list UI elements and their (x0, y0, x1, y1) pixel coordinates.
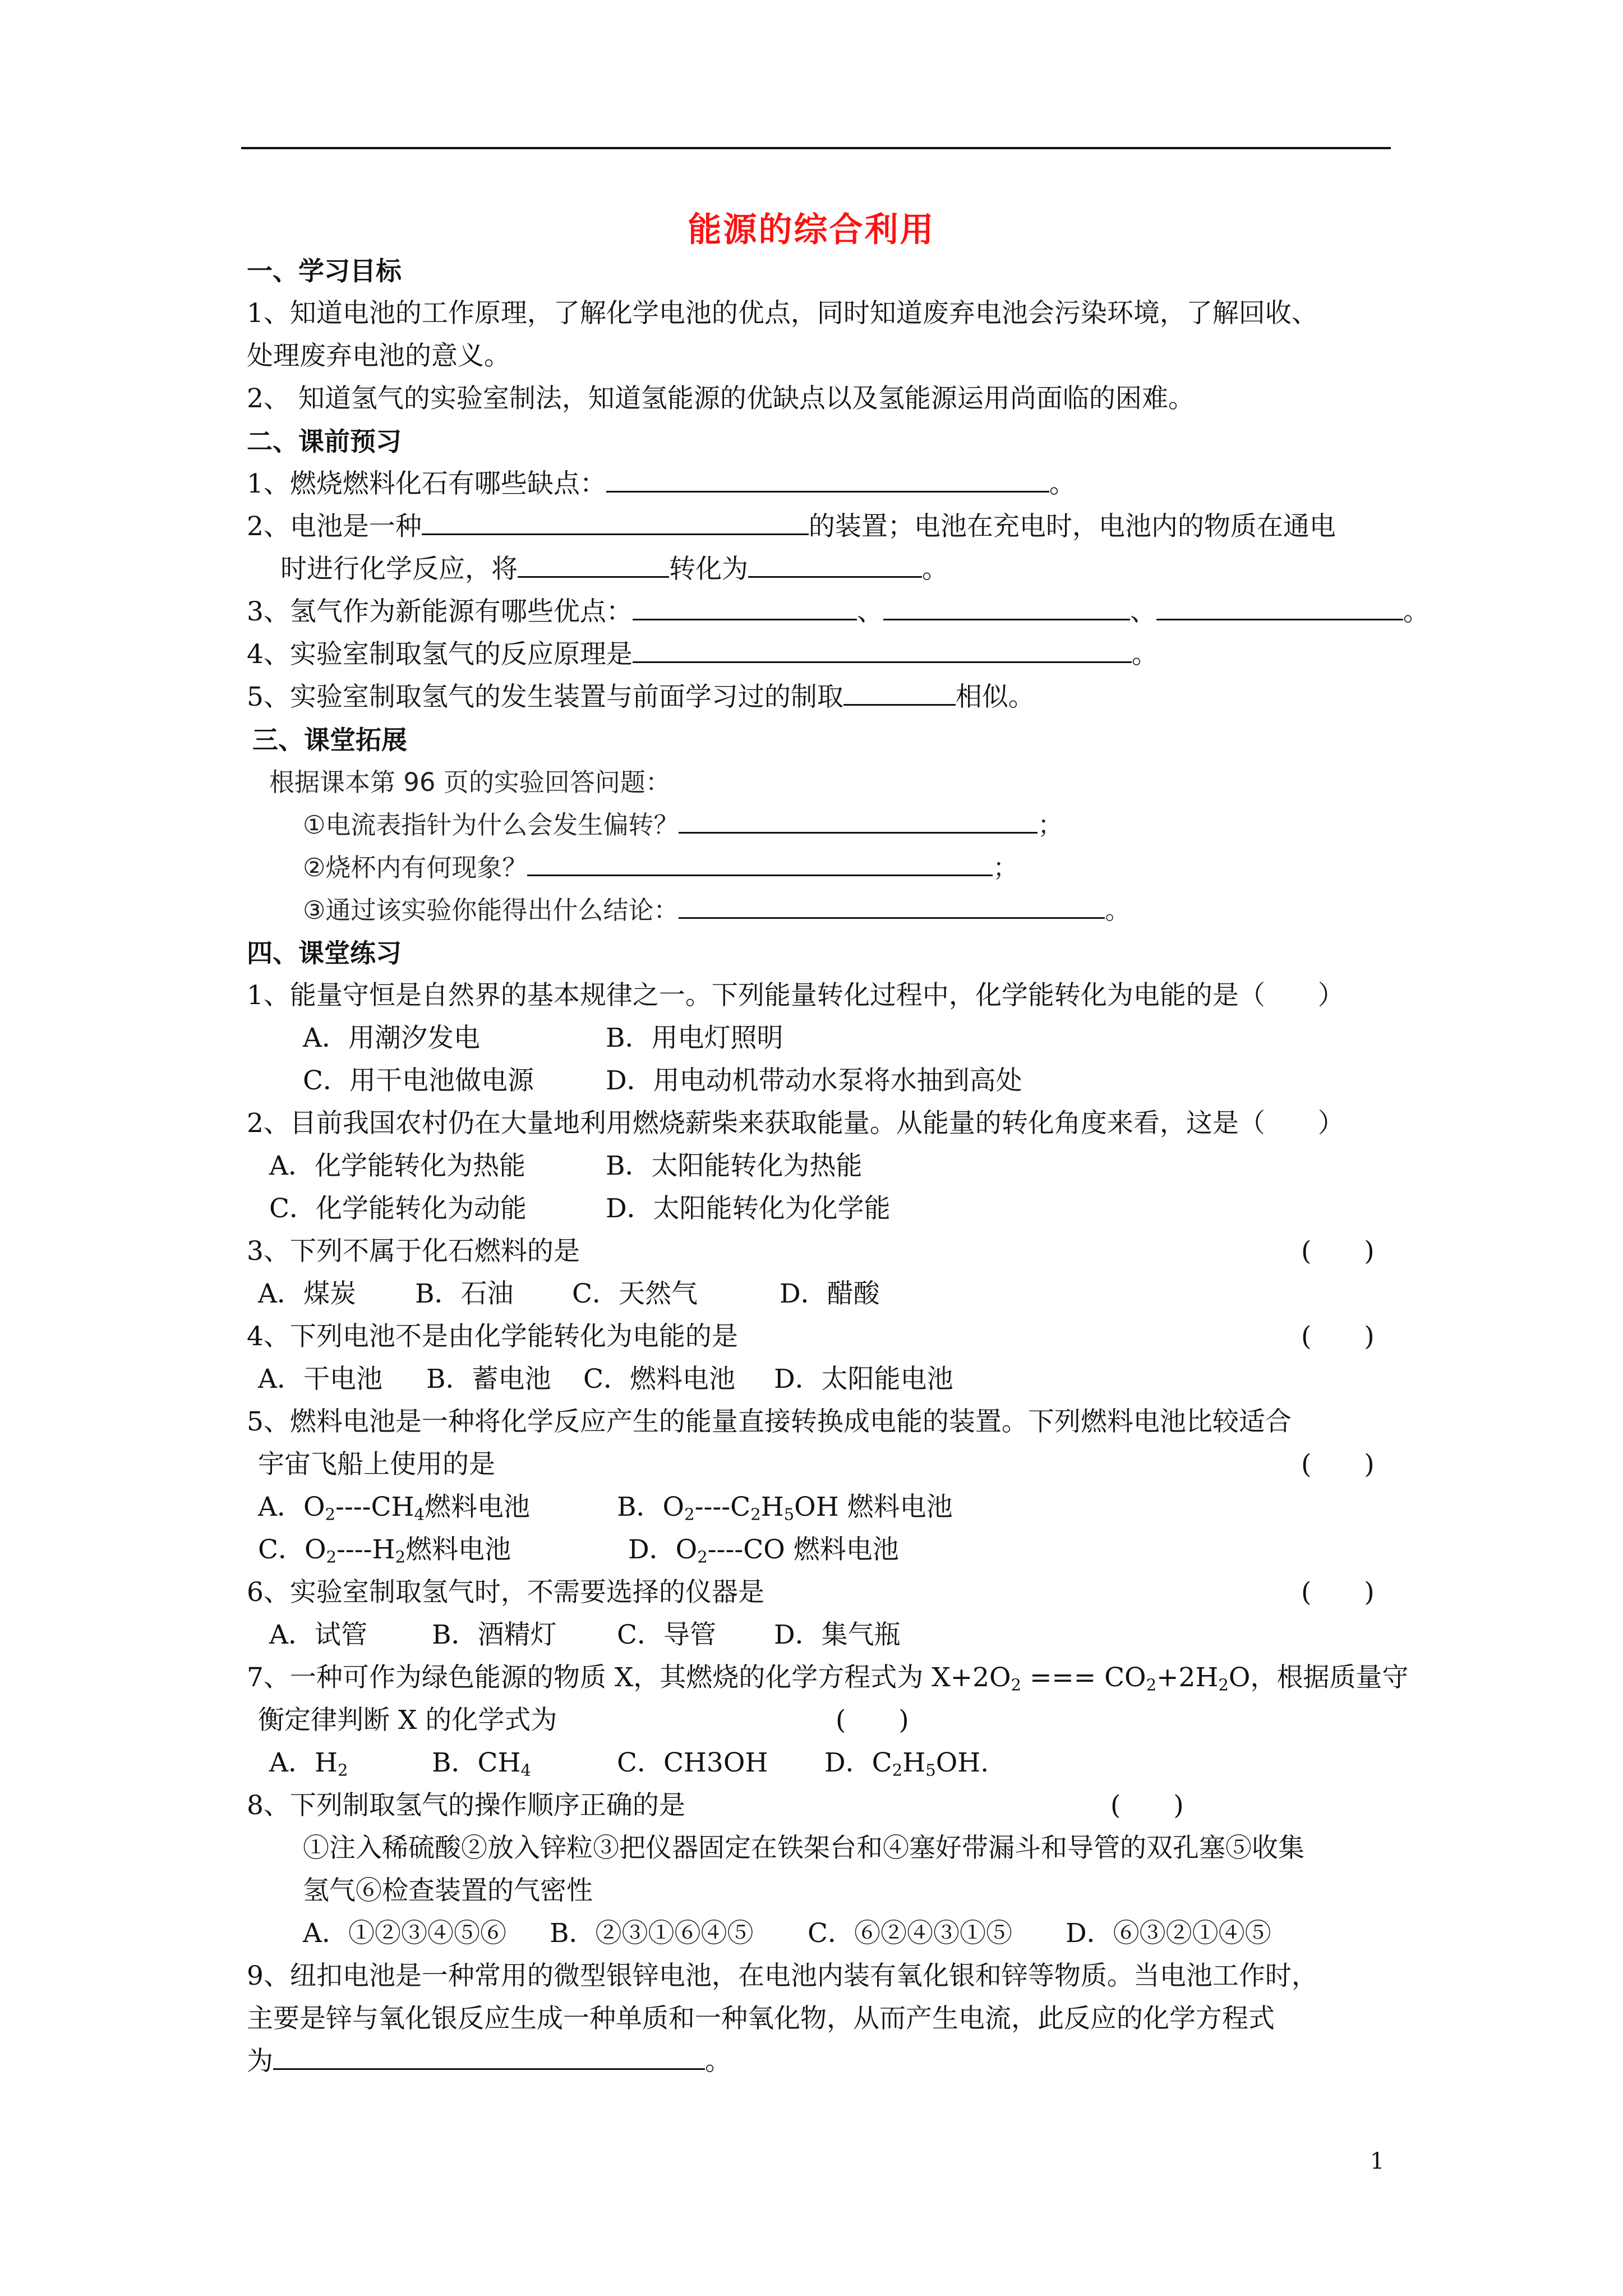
answer-blank[interactable] (679, 809, 1038, 834)
practice-q3-option-c: C．天然气 (572, 1278, 698, 1309)
preview-q2b-mid: 转化为 (669, 554, 748, 585)
practice-q3-option-b: B．石油 (415, 1278, 514, 1309)
practice-q4-option-a: A．干电池 (258, 1364, 382, 1395)
extension-q2 (303, 849, 1018, 886)
preview-q3-text: 3、氢气作为新能源有哪些优点： (247, 596, 633, 627)
answer-blank[interactable] (748, 554, 922, 578)
objective-2: 2、 知道氢气的实验室制法，知道氢能源的优缺点以及氢能源运用尚面临的困难。 (247, 383, 1195, 414)
preview-q2-line-1 (247, 508, 1336, 545)
preview-q5-tail: 相似。 (955, 682, 1035, 712)
answer-blank[interactable] (883, 596, 1130, 620)
practice-q6-option-d: D．集气瓶 (774, 1619, 901, 1650)
practice-q8-steps-line-2: 氢气⑥检查装置的气密性 (303, 1875, 593, 1906)
extension-intro: 根据课本第 96 页的实验回答问题： (269, 767, 671, 797)
preview-q5 (247, 679, 1035, 716)
practice-q5-option-b: B．$O_2----C_2H_5OH$ 燃料电池 (617, 1492, 953, 1524)
answer-blank[interactable] (527, 852, 993, 876)
preview-q3-sep1: 、 (856, 596, 883, 627)
preview-q1-end: 。 (1049, 468, 1076, 499)
extension-q3 (303, 892, 1130, 929)
practice-q5-line-2: 宇宙飞船上使用的是 (258, 1449, 495, 1480)
preview-q2-text: 2、电池是一种 (247, 511, 422, 542)
answer-blank[interactable] (843, 682, 956, 706)
practice-q7-option-c: C．CH3OH (617, 1747, 768, 1778)
practice-q3-option-a: A．煤炭 (258, 1278, 356, 1309)
header-rule (241, 147, 1391, 149)
preview-q3 (247, 593, 1430, 631)
extension-q1-text: ①电流表指针为什么会发生偏转？ (303, 810, 679, 840)
practice-q7-option-d: D．$C_2H_5OH$. (824, 1747, 989, 1780)
practice-q4: 4、下列电池不是由化学能转化为电能的是 (247, 1321, 738, 1352)
answer-blank[interactable] (633, 639, 1132, 663)
practice-q5-line-1: 5、燃料电池是一种将化学反应产生的能量直接转换成电能的装置。下列燃料电池比较适合 (247, 1406, 1292, 1437)
preview-q5-text: 5、实验室制取氢气的发生装置与前面学习过的制取 (247, 682, 843, 712)
answer-blank[interactable] (606, 468, 1049, 493)
practice-q5-option-d: D．$O_2----CO$ 燃料电池 (628, 1534, 899, 1567)
practice-q1-option-a: A．用潮汐发电 (303, 1023, 480, 1053)
practice-q6-option-b: B．酒精灯 (432, 1619, 557, 1650)
practice-q6-option-c: C．导管 (617, 1619, 716, 1650)
practice-q4-option-b: B．蓄电池 (426, 1364, 551, 1395)
extension-q3-end: 。 (1105, 895, 1131, 925)
preview-q2b-end: 。 (922, 554, 948, 585)
extension-q2-end: ； (993, 853, 1018, 882)
practice-q2: 2、目前我国农村仍在大量地利用燃烧薪柴来获取能量。从能量的转化角度来看，这是（ ） (247, 1108, 1344, 1139)
answer-blank[interactable] (422, 511, 809, 535)
practice-q2-option-a: A．化学能转化为热能 (269, 1151, 525, 1181)
practice-q5-option-a: A．$O_2----CH_4$燃料电池 (258, 1492, 531, 1524)
practice-q9-line-1: 9、纽扣电池是一种常用的微型银锌电池，在电池内装有氧化银和锌等物质。当电池工作时， (247, 1961, 1318, 1991)
practice-q8-option-a: A．①②③④⑤⑥ (303, 1918, 506, 1949)
extension-q1-end: ； (1038, 810, 1063, 840)
practice-q7-line-1: 7、一种可作为绿色能源的物质 X，其燃烧的化学方程式为 $X+2O_2$ === $CO_2+2H_2O$，根据质量守 (247, 1662, 1409, 1695)
preview-q4-text: 4、实验室制取氢气的反应原理是 (247, 639, 633, 670)
practice-q8-option-d: D．⑥③②①④⑤ (1066, 1918, 1271, 1949)
practice-q8-steps-line-1: ①注入稀硫酸②放入锌粒③把仪器固定在铁架台和④塞好带漏斗和导管的双孔塞⑤收集 (303, 1833, 1304, 1864)
answer-paren[interactable]: ( ) (1301, 1236, 1375, 1267)
objective-1-line-2: 处理废弃电池的意义。 (247, 341, 510, 371)
practice-q3-option-d: D．醋酸 (780, 1278, 880, 1309)
answer-paren[interactable]: ( ) (836, 1705, 909, 1736)
practice-q1: 1、能量守恒是自然界的基本规律之一。下列能量转化过程中，化学能转化为电能的是（ ） (247, 980, 1344, 1011)
practice-q9-line-2: 主要是锌与氧化银反应生成一种单质和一种氧化物，从而产生电流，此反应的化学方程式 (247, 2003, 1275, 2034)
extension-q3-text: ③通过该实验你能得出什么结论： (303, 895, 679, 925)
practice-q7-line-2: 衡定律判断 X 的化学式为 (258, 1705, 557, 1736)
answer-blank[interactable] (518, 554, 669, 578)
preview-q2-line-2 (280, 551, 948, 588)
practice-q8: 8、下列制取氢气的操作顺序正确的是 (247, 1790, 685, 1821)
preview-q3-sep2: 、 (1129, 596, 1156, 627)
page-number: 1 (1370, 2148, 1385, 2174)
section-heading-practice: 四、课堂练习 (247, 938, 402, 968)
section-heading-extension: 三、课堂拓展 (252, 725, 407, 755)
answer-blank[interactable] (1156, 596, 1403, 620)
practice-q9-prefix: 为 (247, 2046, 273, 2077)
practice-q7-option-a: A．$H_2$ (269, 1747, 348, 1780)
practice-q6: 6、实验室制取氢气时，不需要选择的仪器是 (247, 1577, 764, 1608)
practice-q1-option-c: C．用干电池做电源 (303, 1065, 534, 1096)
answer-paren[interactable]: ( ) (1110, 1790, 1184, 1821)
preview-q4 (247, 636, 1158, 673)
practice-q8-option-b: B．②③①⑥④⑤ (550, 1918, 754, 1949)
objective-1-line-1: 1、知道电池的工作原理，了解化学电池的优点，同时知道废弃电池会污染环境，了解回收、 (247, 298, 1318, 329)
practice-q7-option-b: B．$CH_4$ (432, 1747, 532, 1780)
preview-q2-tail: 的装置；电池在充电时，电池内的物质在通电 (808, 511, 1336, 542)
practice-q2-option-d: D．太阳能转化为化学能 (606, 1193, 891, 1224)
practice-q2-option-c: C．化学能转化为动能 (269, 1193, 527, 1224)
practice-q2-option-b: B．太阳能转化为热能 (606, 1151, 863, 1181)
practice-q6-option-a: A．试管 (269, 1619, 367, 1650)
answer-paren[interactable]: ( ) (1301, 1321, 1375, 1352)
extension-q2-text: ②烧杯内有何现象？ (303, 853, 528, 882)
section-heading-objectives: 一、学习目标 (247, 256, 402, 286)
answer-paren[interactable]: ( ) (1301, 1577, 1375, 1608)
section-heading-preview: 二、课前预习 (247, 426, 402, 457)
answer-blank[interactable] (273, 2046, 705, 2070)
extension-q1 (303, 807, 1063, 844)
preview-q2b-text: 时进行化学反应，将 (280, 554, 518, 585)
preview-q3-end: 。 (1403, 596, 1430, 627)
practice-q5-option-c: C．$O_2----H_2$燃料电池 (258, 1534, 511, 1567)
practice-q9-end: 。 (705, 2046, 731, 2077)
practice-q1-option-d: D．用电动机带动水泵将水抽到高处 (606, 1065, 1022, 1096)
practice-q3: 3、下列不属于化石燃料的是 (247, 1236, 580, 1267)
practice-q4-option-c: C．燃料电池 (583, 1364, 735, 1395)
answer-blank[interactable] (633, 596, 857, 620)
preview-q4-end: 。 (1131, 639, 1158, 670)
practice-q9-line-3 (247, 2043, 731, 2080)
practice-q4-option-d: D．太阳能电池 (774, 1364, 953, 1395)
preview-q1 (247, 466, 1076, 503)
preview-q1-text: 1、燃烧燃料化石有哪些缺点： (247, 468, 606, 499)
practice-q1-option-b: B．用电灯照明 (606, 1023, 783, 1053)
answer-blank[interactable] (679, 895, 1105, 919)
practice-q8-option-c: C．⑥②④③①⑤ (808, 1918, 1012, 1949)
answer-paren[interactable]: ( ) (1301, 1449, 1375, 1480)
page-title: 能源的综合利用 (688, 210, 935, 250)
